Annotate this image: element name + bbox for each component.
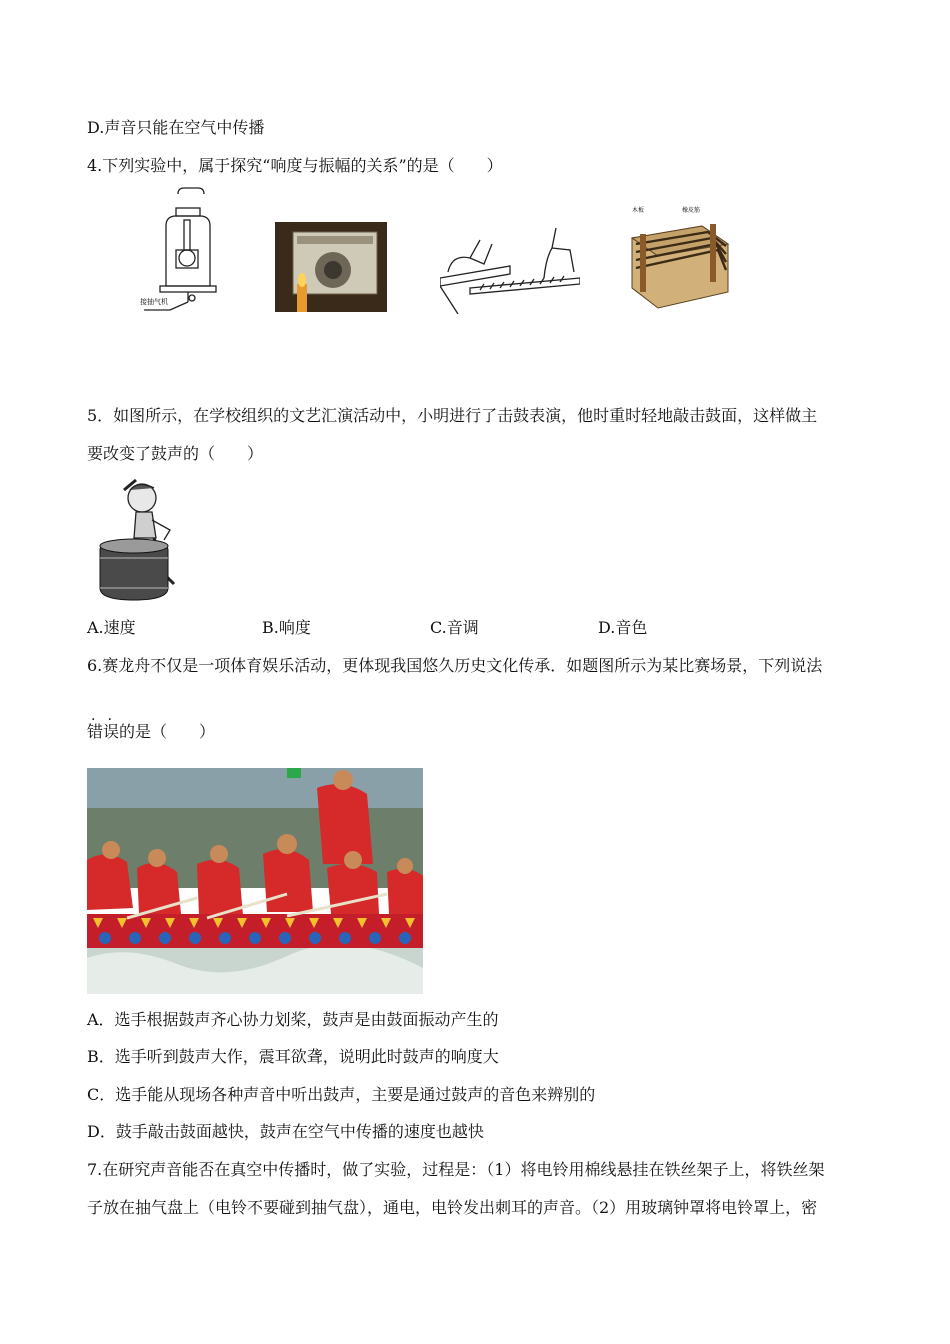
- q5-stem-line2: 要改变了鼓声的（ ）: [87, 444, 264, 463]
- emphasis-dots: ..: [91, 708, 124, 724]
- q5-option-c: C.音调: [430, 618, 479, 637]
- q5-stem-line1: 5．如图所示，在学校组织的文艺汇演活动中，小明进行了击鼓表演，他时重时轻地敲击鼓面，这样做主: [87, 406, 818, 425]
- q7-line2: 子放在抽气盘上（电铃不要碰到抽气盘），通电，电铃发出刺耳的声音。（2）用玻璃钟罩将电铃罩上，密: [87, 1198, 818, 1217]
- q6-option-d: D．鼓手敲击鼓面越快，鼓声在空气中传播的速度也越快: [87, 1122, 484, 1141]
- drummer-figure: [94, 476, 184, 606]
- q6-stem-line2: 错误的是（ ）: [87, 722, 216, 741]
- q3-option-d: D.声音只能在空气中传播: [87, 118, 265, 137]
- bell-jar-label: 接抽气机: [140, 299, 168, 306]
- box-label-wood: 木板: [632, 208, 645, 214]
- q6-option-b: B．选手听到鼓声大作，震耳欲聋，说明此时鼓声的响度大: [87, 1047, 499, 1066]
- q6-stem-line1: 6.赛龙舟不仅是一项体育娱乐活动，更体现我国悠久历史文化传承．如题图所示为某比赛场景，下列说法: [87, 656, 823, 675]
- q5-option-a: A.速度: [87, 618, 136, 637]
- q6-option-a: A．选手根据鼓声齐心协力划桨，鼓声是由鼓面振动产生的: [87, 1010, 499, 1029]
- q5-option-d: D.音色: [598, 618, 648, 637]
- box-label-rubber: 橡皮筋: [682, 208, 701, 214]
- bell-jar-figure: [140, 186, 220, 314]
- q7-line1: 7.在研究声音能否在真空中传播时，做了实验，过程是：（1）将电铃用棉线悬挂在铁丝架子上，将铁丝架: [87, 1160, 825, 1179]
- rubber-band-box-figure: [628, 204, 732, 310]
- speaker-candle-figure: [275, 222, 387, 312]
- q5-option-b: B.响度: [262, 618, 311, 637]
- q6-option-c: C．选手能从现场各种声音中听出鼓声，主要是通过鼓声的音色来辨别的: [87, 1085, 596, 1104]
- q4-stem: 4.下列实验中，属于探究“响度与振幅的关系”的是（ ）: [87, 156, 503, 175]
- ruler-table-figure: [440, 228, 580, 314]
- dragon-boat-photo: [87, 768, 423, 994]
